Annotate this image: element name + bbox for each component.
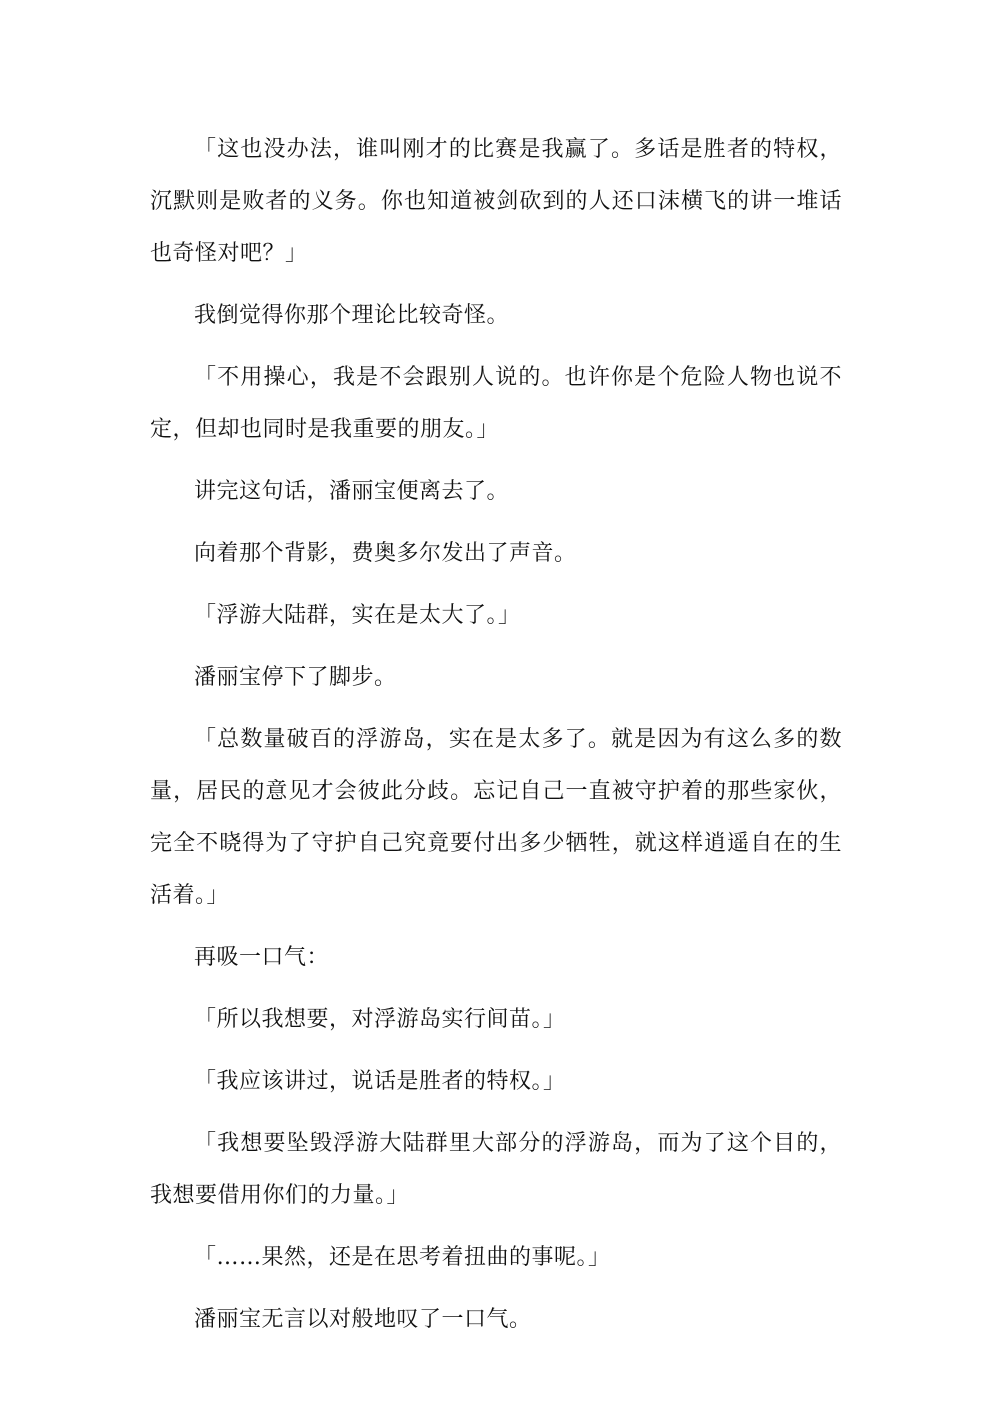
paragraph: 我倒觉得你那个理论比较奇怪。: [194, 303, 510, 328]
paragraph: 「所以我想要，对浮游岛实行间苗。」: [194, 1007, 566, 1032]
paragraph: 向着那个背影，费奥多尔发出了声音。: [194, 541, 577, 566]
paragraph: 「我应该讲过，说话是胜者的特权。」: [194, 1069, 566, 1094]
paragraph: 「这也没办法，谁叫刚才的比赛是我赢了。多话是胜者的特权，沉默则是败者的义务。你也知道被剑砍到的人还口沫横飞的讲一堆话也奇怪对吧？」: [150, 137, 842, 266]
paragraph: 潘丽宝停下了脚步。: [194, 665, 397, 690]
paragraph: 潘丽宝无言以对般地叹了一口气。: [194, 1307, 532, 1332]
paragraph: 「我想要坠毁浮游大陆群里大部分的浮游岛，而为了这个目的，我想要借用你们的力量。」: [150, 1131, 842, 1208]
paragraph: 「总数量破百的浮游岛，实在是太多了。就是因为有这么多的数量，居民的意见才会彼此分歧。忘记自己一直被守护着的那些家伙，完全不晓得为了守护自己究竟要付出多少牺牲，就这样逍遥自在的生活着。」: [150, 727, 842, 908]
text-body: [150, 124, 842, 1356]
paragraph: 「浮游大陆群，实在是太大了。」: [194, 603, 521, 628]
paragraph: 「……果然，还是在思考着扭曲的事呢。」: [194, 1245, 611, 1270]
paragraph: 再吸一口气：: [194, 945, 330, 970]
paragraph: 讲完这句话，潘丽宝便离去了。: [194, 479, 510, 504]
paragraph: 「不用操心，我是不会跟别人说的。也许你是个危险人物也说不定，但却也同时是我重要的朋友。」: [150, 365, 842, 442]
